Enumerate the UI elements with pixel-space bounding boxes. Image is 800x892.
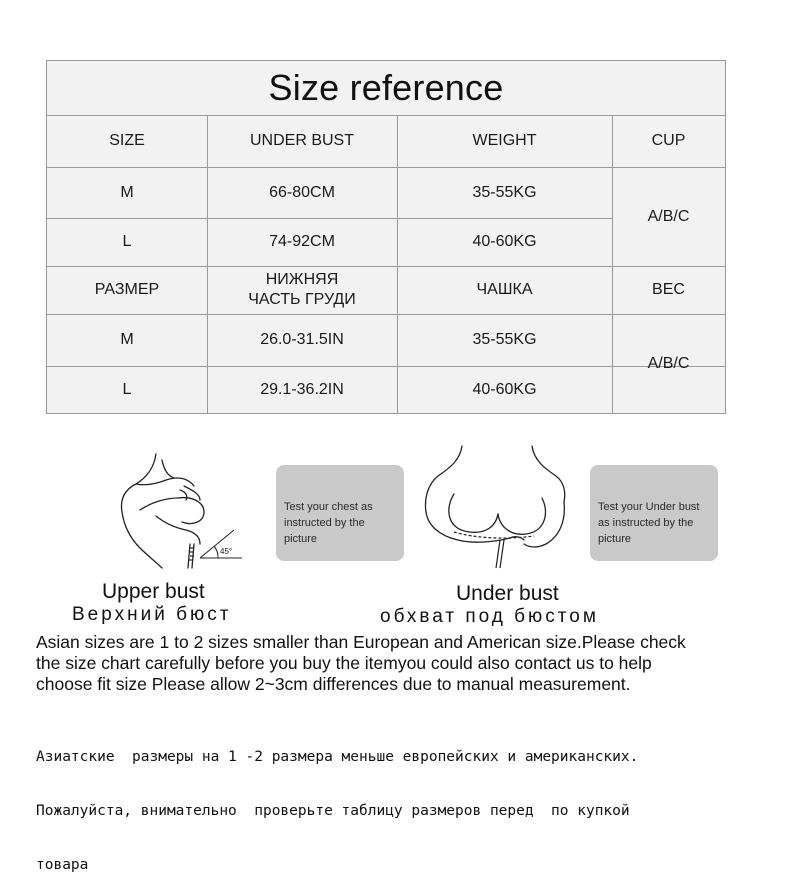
cell-cup: A/B/C: [647, 207, 690, 225]
upper-bust-caption-ru: Верхний бюст: [72, 604, 232, 625]
table-title: Size reference: [47, 61, 725, 116]
under-bust-instruction-box: [590, 465, 718, 561]
cell-cup-ru: A/B/C: [647, 355, 690, 372]
header-size-ru: РАЗМЕР: [94, 281, 160, 298]
cell-under-bust: 66-80CM: [269, 183, 335, 201]
upper-bust-instruction-box: [276, 465, 404, 561]
instruction-line: picture: [284, 533, 318, 545]
note-line: Азиатские размеры на 1 -2 размера меньше европейских и американских.: [36, 749, 639, 765]
header-under-bust-ru: [207, 266, 397, 314]
header-weight: WEIGHT: [472, 132, 537, 149]
upper-bust-caption: Upper bust: [102, 580, 205, 603]
angle-label: 45°: [220, 547, 233, 556]
note-line: товара: [36, 857, 89, 873]
header-under-bust-ru-line1: НИЖНЯЯ: [265, 271, 339, 288]
under-bust-caption-ru: обхват под бюстом: [380, 606, 599, 627]
cell-size-ru: M: [120, 331, 134, 348]
cell-weight: 35-55KG: [472, 183, 537, 201]
instruction-line: Test your chest as: [284, 501, 373, 513]
under-bust-illustration-icon: [414, 440, 584, 580]
header-weight-ru: ЧАШКА: [476, 281, 533, 298]
header-under-bust-ru-line2: ЧАСТЬ ГРУДИ: [248, 291, 356, 308]
cell-size: M: [120, 183, 134, 201]
instruction-line: as instructed by the: [598, 517, 694, 529]
header-size: SIZE: [109, 132, 145, 149]
cell-under-bust-ru: 26.0-31.5IN: [260, 331, 344, 348]
sizing-note-english: [36, 632, 786, 695]
under-bust-caption: Under bust: [456, 582, 559, 605]
cell-under-bust: 74-92CM: [269, 233, 335, 250]
note-line: choose fit size Please allow 2~3cm differences due to manual measurement.: [36, 674, 631, 694]
cell-size: L: [122, 233, 132, 250]
note-line: the size chart carefully before you buy the itemyou could also contact us to help: [36, 653, 652, 673]
header-cup-ru: ВЕС: [652, 281, 685, 298]
cell-weight-ru: 40-60KG: [472, 381, 537, 398]
note-line: Asian sizes are 1 to 2 sizes smaller than European and American size.Please check: [36, 632, 686, 652]
upper-bust-illustration-icon: [96, 450, 266, 580]
instruction-line: Test your Under bust: [598, 501, 700, 513]
instruction-line: picture: [598, 533, 632, 545]
cell-weight-ru: 35-55KG: [472, 331, 537, 348]
size-reference-table: [46, 60, 726, 414]
cell-under-bust-ru: 29.1-36.2IN: [260, 381, 344, 398]
header-cup: CUP: [651, 132, 686, 149]
cell-size-ru: L: [122, 381, 132, 398]
note-line: Пожалуйста, внимательно проверьте таблицу размеров перед по купкой: [36, 803, 630, 819]
sizing-note-russian: [36, 712, 786, 892]
instruction-line: instructed by the: [284, 517, 365, 529]
cell-weight: 40-60KG: [472, 233, 537, 250]
header-under-bust: UNDER BUST: [249, 132, 354, 149]
